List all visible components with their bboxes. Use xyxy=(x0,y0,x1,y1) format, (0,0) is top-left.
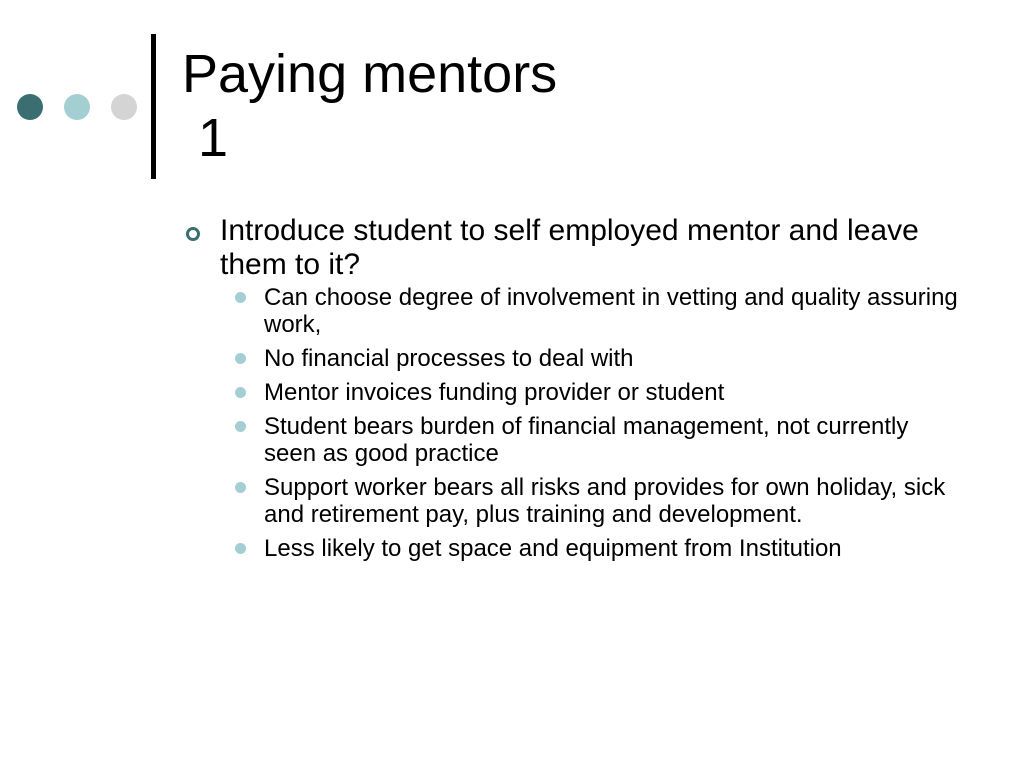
slide-body xyxy=(182,214,962,569)
dot-bullet-icon xyxy=(235,292,246,303)
sub-bullet-text: Support worker bears all risks and provides for own holiday, sick and retirement pay, plus training and development. xyxy=(264,474,946,528)
sub-bullet-item xyxy=(182,413,962,467)
title-line-2: 1 xyxy=(198,108,229,168)
ring-bullet-icon xyxy=(186,227,200,241)
sub-bullet-item xyxy=(182,284,962,338)
dot-mid-icon xyxy=(64,94,90,120)
dot-light-icon xyxy=(111,94,137,120)
sub-bullet-list xyxy=(182,284,962,562)
dot-bullet-icon xyxy=(235,543,246,554)
sub-bullet-text: Can choose degree of involvement in vetting and quality assuring work, xyxy=(264,284,958,338)
sub-bullet-text: Less likely to get space and equipment from Institution xyxy=(264,535,842,562)
dot-dark-icon xyxy=(17,94,43,120)
dot-bullet-icon xyxy=(235,421,246,432)
dot-bullet-icon xyxy=(235,353,246,364)
sub-bullet-item xyxy=(182,379,962,406)
sub-bullet-text: Mentor invoices funding provider or student xyxy=(264,379,725,406)
main-bullet-text: Introduce student to self employed mentor and leave them to it? xyxy=(220,214,919,281)
sub-bullet-text: Student bears burden of financial management, not currently seen as good practice xyxy=(264,413,909,467)
sub-bullet-item xyxy=(182,474,962,528)
title-divider xyxy=(151,34,156,179)
decorative-dots xyxy=(17,94,137,120)
dot-bullet-icon xyxy=(235,387,246,398)
sub-bullet-text: No financial processes to deal with xyxy=(264,345,634,372)
dot-bullet-icon xyxy=(235,482,246,493)
sub-bullet-item xyxy=(182,535,962,562)
title-line-1: Paying mentors xyxy=(182,44,558,104)
main-bullet xyxy=(182,214,962,282)
slide-title xyxy=(182,42,557,170)
sub-bullet-item xyxy=(182,345,962,372)
